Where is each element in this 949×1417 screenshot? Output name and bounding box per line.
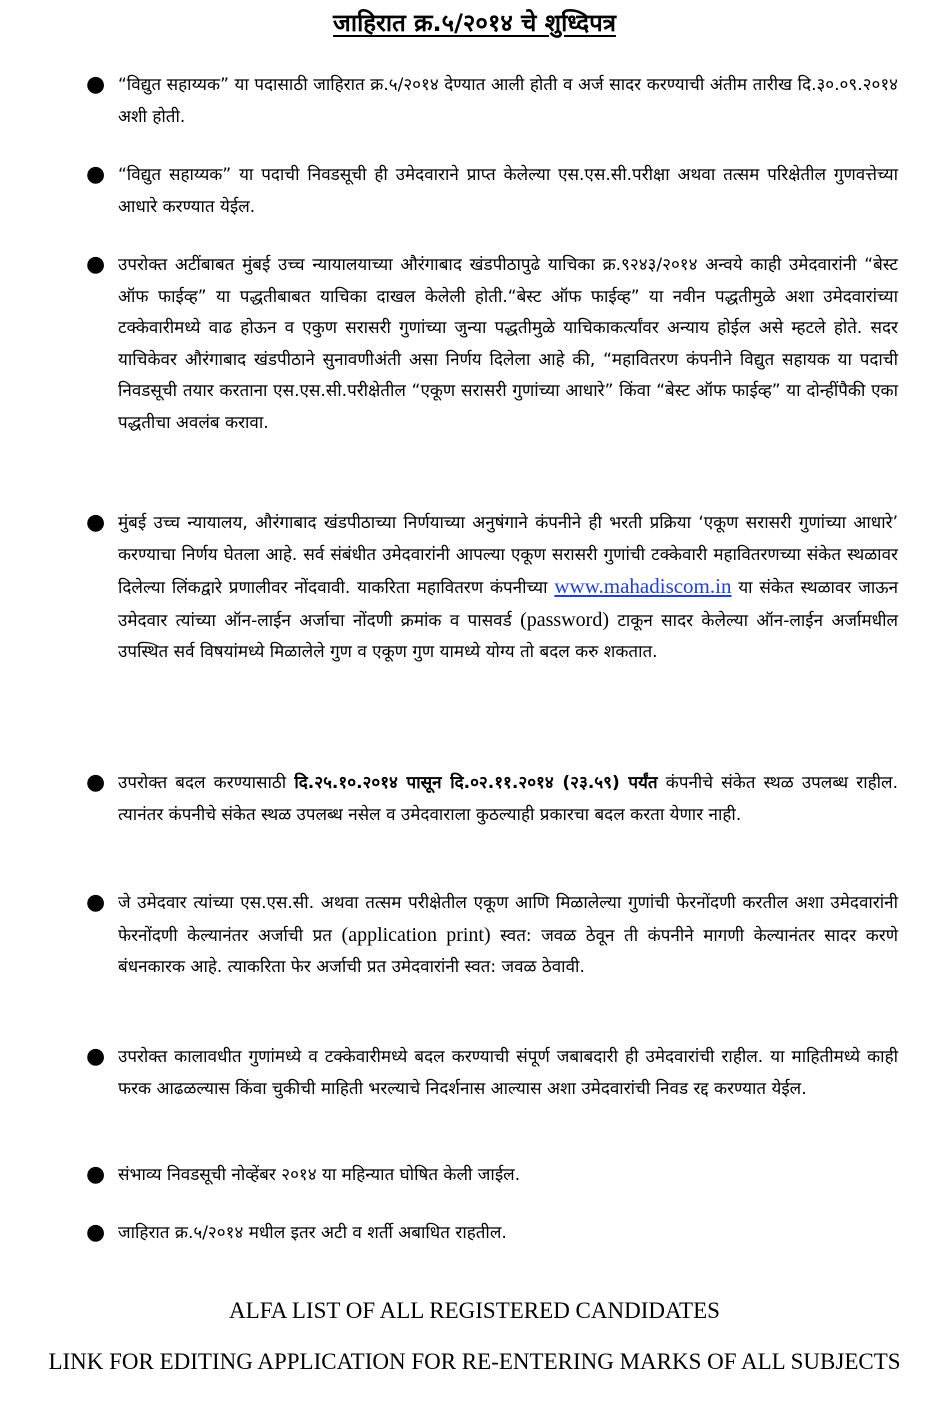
bullet-icon: ● xyxy=(86,252,106,277)
bullet-icon: ● xyxy=(86,72,106,97)
bullet-icon: ● xyxy=(86,1162,106,1187)
alfa-list-link[interactable]: ALFA LIST OF ALL REGISTERED CANDIDATES xyxy=(229,1298,720,1323)
item-text: “विद्युत सहाय्यक” या पदाची निवडसूची ही उमेदवाराने प्राप्त केलेल्या एस.एस.सी.परीक्षा अथवा तत्सम परिक्षेतील गुणवत्तेच्या आधारे करण्यात येईल. xyxy=(118,165,898,217)
date-range: दि.२५.१०.२०१४ पासून दि.०२.११.२०१४ (२३.५९) पर्यंत xyxy=(294,773,658,793)
edit-application-link[interactable]: LINK FOR EDITING APPLICATION FOR RE-ENTERING MARKS OF ALL SUBJECTS xyxy=(48,1349,901,1374)
item-text: संभाव्य निवडसूची नोव्हेंबर २०१४ या महिन्यात घोषित केली जाईल. xyxy=(118,1165,521,1185)
item-text: जे उमेदवार त्यांच्या एस.एस.सी. अथवा तत्सम परीक्षेतील एकूण आणि मिळालेल्या गुणांची फेरनोंदणी करतील अशा उमेदवारांनी फेरनोंदणी केल्यानंतर अर्जाची प्रत (application print) स्वत: जवळ ठेवून ती कंपनीने मागणी केल्यानंतर सादर करणे बंधनकारक आहे. त्याकरिता फेर अर्जाची प्रत उमेदवारांनी स्वत: जवळ ठेवावी. xyxy=(118,893,898,977)
bullet-icon: ● xyxy=(86,890,106,915)
item-text: “विद्युत सहाय्यक” या पदासाठी जाहिरात क्र.५/२०१४ देण्यात आली होती व अर्ज सादर करण्याची अंतीम तारीख दि.३०.०९.२०१४ अशी होती. xyxy=(118,75,898,127)
mahadiscom-link[interactable]: www.mahadiscom.in xyxy=(554,574,732,598)
bullet-icon: ● xyxy=(86,1220,106,1245)
item-text: उपरोक्त बदल करण्यासाठी दि.२५.१०.२०१४ पासून दि.०२.११.२०१४ (२३.५९) पर्यंत कंपनीचे संकेत स्थळ उपलब्ध राहील. त्यानंतर कंपनीचे संकेत स्थळ उपलब्ध नसेल व उमेदवाराला कुठल्याही प्रकारचा बदल करता येणार नाही. xyxy=(118,773,898,825)
item-text: मुंबई उच्च न्यायालय, औरंगाबाद खंडपीठाच्या निर्णयाच्या अनुषंगाने कंपनीने ही भरती प्रक्रिया ‘एकूण सरासरी गुणांच्या आधारे’ करण्याचा निर्णय घेतला आहे. सर्व संबंधीत उमेदवारांनी आपल्या एकूण सरासरी गुणांची टक्केवारी महावितरणच्या संकेत स्थळावर दिलेल्या लिंकद्वारे प्रणालीवर नोंदवावी. याकरिता महावितरण कंपनीच्या www.mahadiscom.in या संकेत स्थळावर जाऊन उमेदवार त्यांच्या ऑन-लाईन अर्जाचा नोंदणी क्रमांक व पासवर्ड (password) टाकून सादर केलेल्या ऑन-लाईन अर्जामधील उपस्थित सर्व विषयांमध्ये मिळालेले गुण व एकूण गुण यामध्ये योग्य तो बदल करु शकतात. xyxy=(118,513,899,662)
bullet-icon: ● xyxy=(86,1044,106,1069)
item-text: उपरोक्त अटींबाबत मुंबई उच्च न्यायालयाच्या औरंगाबाद खंडपीठापुढे याचिका क्र.९२४३/२०१४ अन्वये काही उमेदवारांनी “बेस्ट ऑफ फाईव्ह” या पद्धतीबाबत याचिका दाखल केलेली होती.“बेस्ट ऑफ फाईव्ह” या नवीन पद्धतीमुळे अशा उमेदवारांच्या टक्केवारीमध्ये वाढ होऊन व एकुण सरासरी गुणांच्या जुन्या पद्धतीमुळे याचिकाकर्त्यांवर अन्याय होईल असे म्हटले होते. सदर याचिकेवर औरंगाबाद खंडपीठाने सुनावणीअंती असा निर्णय दिलेला आहे की, “महावितरण कंपनीने विद्युत सहायक या पदाची निवडसूची तयार करताना एस.एस.सी.परीक्षेतील “एकूण सरासरी गुणांच्या आधारे” किंवा “बेस्ट ऑफ फाईव्ह” या दोन्हींपैकी एका पद्धतीचा अवलंब करावा. xyxy=(118,255,898,433)
bullet-icon: ● xyxy=(86,510,106,535)
item-text: उपरोक्त कालावधीत गुणांमध्ये व टक्केवारीमध्ये बदल करण्याची संपूर्ण जबाबदारी ही उमेदवारांची राहील. या माहितीमध्ये काही फरक आढळल्यास किंवा चुकीची माहिती भरल्याचे निदर्शनास आल्यास अशा उमेदवारांची निवड रद्द करण्यात येईल. xyxy=(118,1047,898,1099)
item-text: जाहिरात क्र.५/२०१४ मधील इतर अटी व शर्ती अबाधित राहतील. xyxy=(118,1223,507,1243)
bullet-icon: ● xyxy=(86,770,106,795)
bullet-icon: ● xyxy=(86,162,106,187)
page-title: जाहिरात क्र.५/२०१४ चे शुध्दिपत्र xyxy=(333,9,616,37)
